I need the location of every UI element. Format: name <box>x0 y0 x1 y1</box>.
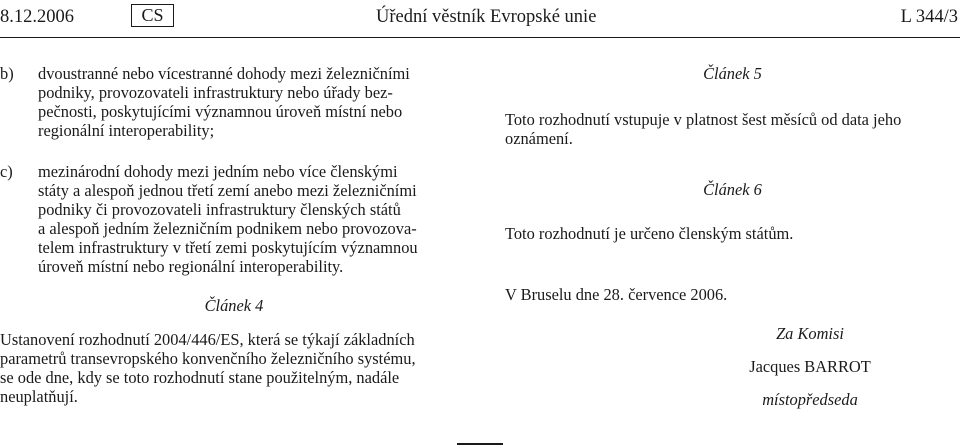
signatory-name: Jacques BARROT <box>749 357 871 376</box>
article-4-line-3: se ode dne, kdy se toto rozhodnutí stane použitelným, nadále <box>0 368 400 387</box>
journal-title: Úřední věstník Evropské unie <box>376 7 597 27</box>
article-4-heading: Článek 4 <box>204 296 264 315</box>
header-date: 8.12.2006 <box>0 7 74 27</box>
signatory-title: místopředseda <box>762 390 858 409</box>
item-b-marker: b) <box>0 64 14 83</box>
article-6-heading: Článek 6 <box>703 180 762 199</box>
signature-for: Za Komisi <box>776 324 844 343</box>
item-c-line-5: telem infrastruktury v třetí zemi poskytujícím významnou <box>38 238 418 257</box>
article-5-heading: Článek 5 <box>703 64 762 83</box>
item-c-line-3: podniky či provozovateli infrastruktury členských států <box>38 200 401 219</box>
item-c-line-6: úroveň místní nebo regionální interoperability. <box>38 257 344 276</box>
article-4-line-4: neuplatňují. <box>0 387 78 406</box>
item-c-line-2: státy a alespoň jednou třetí zemí anebo mezi železničními <box>38 181 417 200</box>
footer-rule <box>457 443 503 445</box>
item-c-line-1: mezinárodní dohody mezi jedním nebo více členskými <box>38 162 398 181</box>
item-b-line-1: dvoustranné nebo vícestranné dohody mezi železničními <box>38 64 410 83</box>
item-b-line-2: podniky, provozovateli infrastruktury nebo úřady bez- <box>38 83 393 102</box>
article-6-line-1: Toto rozhodnutí je určeno členským státům. <box>505 224 794 243</box>
item-c-line-4: a alespoň jedním železničním podnikem nebo provozova- <box>38 219 417 238</box>
article-4-line-1: Ustanovení rozhodnutí 2004/446/ES, která se týkají základních <box>0 330 415 349</box>
place-date: V Bruselu dne 28. července 2006. <box>505 285 728 304</box>
language-code-badge: CS <box>131 4 174 27</box>
article-5-line-1: Toto rozhodnutí vstupuje v platnost šest měsíců od data jeho <box>505 110 902 129</box>
item-c-marker: c) <box>0 162 13 181</box>
article-4-line-2: parametrů transevropského konvenčního železničního systému, <box>0 349 416 368</box>
item-b-line-3: pečnosti, poskytujícími významnou úroveň místní nebo <box>38 102 403 121</box>
article-5-line-2: oznámení. <box>505 129 573 148</box>
item-b-line-4: regionální interoperability; <box>38 121 215 140</box>
page-reference: L 344/3 <box>900 7 958 27</box>
header-rule <box>0 37 960 38</box>
